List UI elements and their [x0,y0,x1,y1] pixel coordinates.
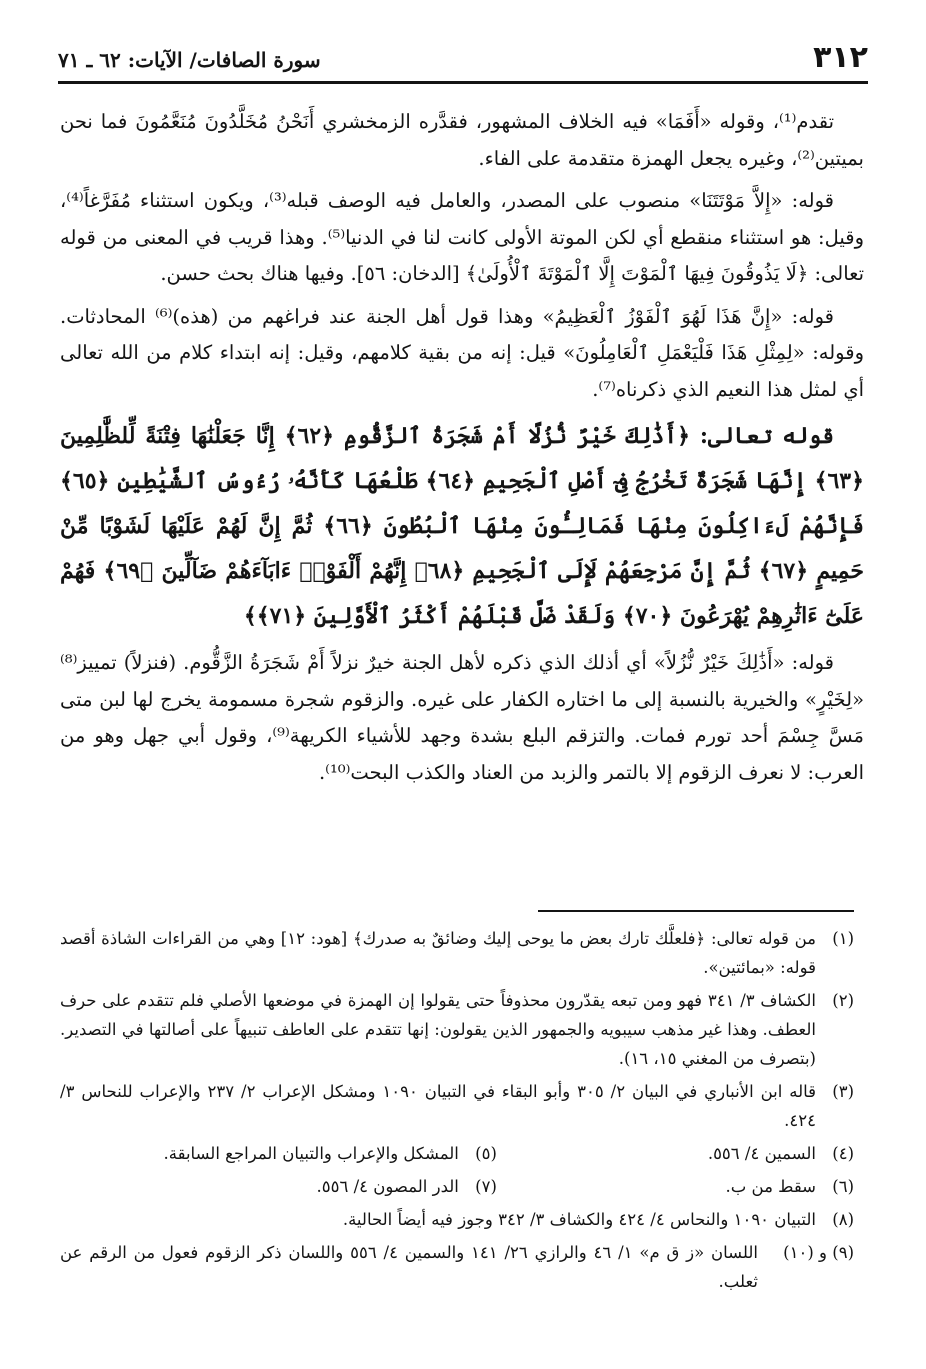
footnote-6 [497,1172,854,1201]
footnote-4 [497,1139,854,1168]
footnote-8 [60,1205,854,1234]
footnote-text: اللسان «ز ق م» ١/ ٤٦ والرازي ٢٦/ ١٤١ والسمين ٤/ ٥٥٦ واللسان ذكر الزقوم فعول من الرقم عن ثعلب. [60,1243,758,1291]
footnote-text: السمين ٤/ ٥٥٦. [707,1144,816,1163]
footnote-7 [60,1172,497,1201]
footnote-text: الكشاف ٣/ ٣٤١ فهو ومن تبعه يقدّرون محذوفاً حتى يقولوا إن الهمزة في موضعها الأصلي فلم تتقدم على حرف العطف. وهذا غير مذهب سيبويه والجمهور الذين يقولون: إنها تتقدم على العاطف تنبيهاً على أصالتها في التصدير. (بتصرف من المغني ١٥، ١٦). [60,991,816,1068]
footnote-text: التبيان ١٠٩٠ والنحاس ٤/ ٤٢٤ والكشاف ٣/ ٣٤٢ وجوز فيه أيضاً الحالية. [342,1210,816,1229]
footnote-row [60,1172,854,1201]
page-header [58,38,868,84]
footnote-number: (٦) [832,1177,854,1196]
footnote-5 [60,1139,497,1168]
footnote-number: (٢) [832,991,854,1010]
footnotes [60,924,854,1300]
paragraph-2: قوله: «إِلاَّ مَوْتَتَنَا» منصوب على المصدر، والعامل فيه الوصف قبله⁽³⁾، ويكون استثناء مُفَرَّغاً⁽⁴⁾، وقيل: هو استثناء منقطع أي لكن الموتة الأولى كانت لنا في الدنيا⁽⁵⁾. وهذا قريب في المعنى من قوله تعالى: ﴿لَا يَذُوقُونَ فِيهَا ٱلْمَوْتَ إِلَّا ٱلْمَوْتَةَ ٱلْأُولَىٰ﴾ [الدخان: ٥٦]. وفيها هناك بحث حسن. [60,189,864,285]
footnote-2 [60,986,854,1073]
footnote-number: (٥) [475,1144,497,1163]
footnote-number: (٣) [832,1082,854,1101]
header-rule [58,81,868,84]
paragraph-3: قوله: «إِنَّ هَذَا لَهُوَ ٱلْفَوْزُ ٱلْعَظِيمُ» وهذا قول أهل الجنة عند فراغهم من (هذه)⁽⁶⁾ المحادثات. وقوله: «لِمِثْلِ هَذَا فَلْيَعْمَلِ ٱلْعَامِلُونَ» قيل: إنه من بقية كلامهم، وقيل: إنه ابتداء كلام من الله تعالى أي لمثل هذا النعيم الذي ذكرناه⁽⁷⁾. [60,304,864,401]
footnote-3 [60,1077,854,1135]
quran-verses: قوله تعالى: ﴿أَذَٰلِكَ خَيْرٌ نُّزُلًا أَمْ شَجَرَةُ ٱلزَّقُّومِ ﴿٦٢﴾ إِنَّا جَعَلْنَٰهَا فِتْنَةً لِّلظَّٰلِمِينَ ﴿٦٣﴾ إِنَّهَا شَجَرَةٌ تَخْرُجُ فِىٓ أَصْلِ ٱلْجَحِيمِ ﴿٦٤﴾ طَلْعُهَا كَأَنَّهُۥ رُءُوسُ ٱلشَّيَٰطِينِ ﴿٦٥﴾ فَإِنَّهُمْ لَءَاكِلُونَ مِنْهَا فَمَالِـُٔونَ مِنْهَا ٱلْبُطُونَ ﴿٦٦﴾ ثُمَّ إِنَّ لَهُمْ عَلَيْهَا لَشَوْبًا مِّنْ حَمِيمٍ ﴿٦٧﴾ ثُمَّ إِنَّ مَرْجِعَهُمْ لَإِلَى ٱلْجَحِيمِ ﴿٦٨﴾ إِنَّهُمْ أَلْفَوْا۟ ءَابَآءَهُمْ ضَآلِّينَ ﴿٦٩﴾ فَهُمْ عَلَىٰٓ ءَاثَٰرِهِمْ يُهْرَعُونَ ﴿٧٠﴾ وَلَقَدْ ضَلَّ قَبْلَهُمْ أَكْثَرُ ٱلْأَوَّلِينَ ﴿٧١﴾﴾ [60,423,865,629]
footnote-row [60,1139,854,1168]
footnote-text: قاله ابن الأنباري في البيان ٢/ ٣٠٥ وأبو البقاء في التبيان ١٠٩٠ ومشكل الإعراب ٢/ ٢٣٧ والإعراب للنحاس ٣/ ٤٢٤. [60,1082,817,1130]
footnote-number: (٧) [475,1177,497,1196]
footnote-number: (٨) [832,1210,854,1229]
page-number: ٣١٢ [813,40,868,75]
footnote-1 [60,924,854,982]
running-title: سورة الصافات/ الآيات: ٦٢ ـ ٧١ [58,48,321,72]
footnote-text: المشكل والإعراب والتبيان المراجع السابقة. [163,1144,459,1163]
footnote-number: (٩) و (١٠) [783,1243,854,1262]
footnote-text: سقط من ب. [725,1177,816,1196]
paragraph-1: تقدم⁽¹⁾، وقوله «أَفَمَا» فيه الخلاف المشهور، فقدَّره الزمخشري أَنَحْنُ مُخَلَّدُونَ مُنَعَّمُونَ فما نحن بميتين⁽²⁾، وغيره يجعل الهمزة متقدمة على الفاء. [60,110,864,170]
footnote-separator [538,910,854,912]
footnote-9-10 [60,1238,854,1296]
footnote-number: (١) [832,929,854,948]
paragraph-4: قوله: «أَذَٰلِكَ خَيْرٌ نُّزُلاً» أي أذلك الذي ذكره لأهل الجنة خيرٌ نزلاً أَمْ شَجَرَةُ الزَّقُّوم. (فنزلاً) تمييز⁽⁸⁾ «لِخَيْرٍ» والخيرية بالنسبة إلى ما اختاره الكفار على غيره. والزقوم شجرة مسمومة يخرج لها لبن متى مَسَّ جِسْمَ أحد تورم فمات. والتزقم البلع بشدة وجهد للأشياء الكريهة⁽⁹⁾، وقول أبي جهل وهو من العرب: لا نعرف الزقوم إلا بالتمر والزبد من العناد والكذب البحت⁽¹⁰⁾. [60,651,865,784]
footnote-text: الدر المصون ٤/ ٥٥٦. [316,1177,459,1196]
footnote-text: من قوله تعالى: ﴿فلعلَّك تارك بعض ما يوحى إليك وضائقٌ به صدرك﴾ [هود: ١٢] وهي من القراءات الشاذة أقصد قوله: «بمائتين». [60,929,817,977]
main-text [60,104,864,797]
footnote-number: (٤) [832,1144,854,1163]
